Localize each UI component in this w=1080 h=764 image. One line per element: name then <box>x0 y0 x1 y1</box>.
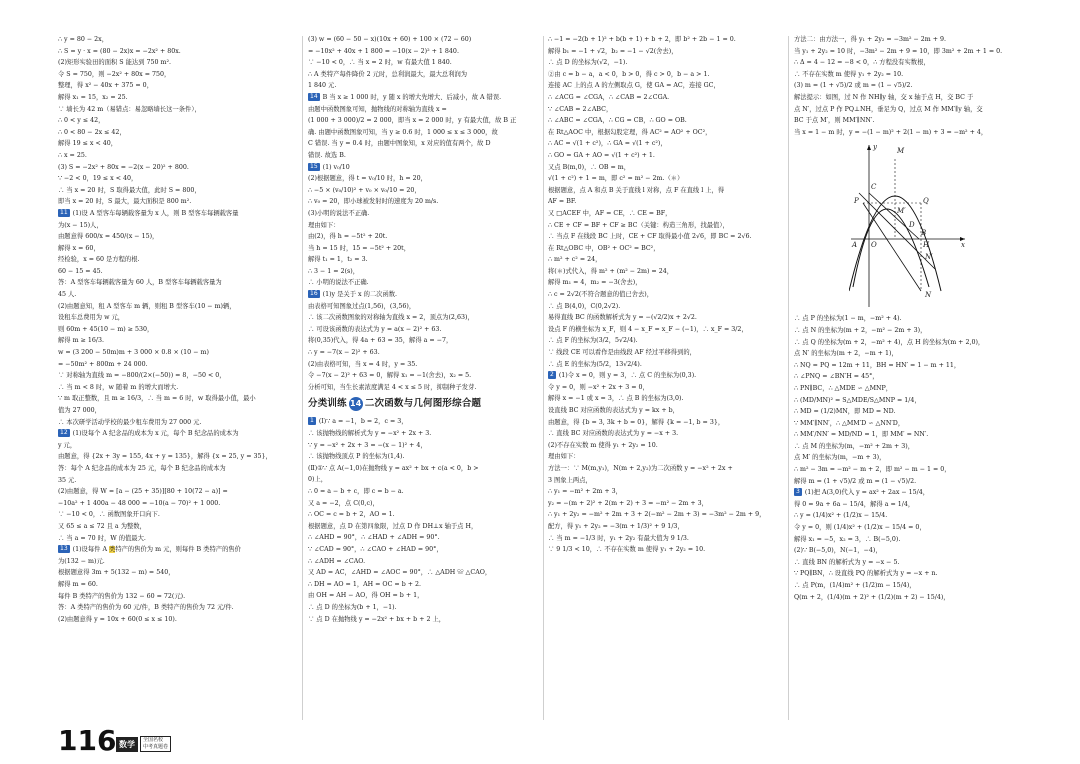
text-line: ∴ 点 D 的坐标为(b + 1，−1). <box>308 603 397 611</box>
axis-label-y: y <box>873 143 877 152</box>
text-line: 又 □ACEF 中，AF = CE，∴ CE = BF， <box>548 209 672 217</box>
question-badge: 14 <box>310 92 318 100</box>
text-line: Q(m + 2，(1/4)(m + 2)² + (1/2)(m + 2) − 15/4)， <box>794 593 950 601</box>
text-line: 由 OH = AH − AO，得 OH = b + 1， <box>308 592 424 600</box>
text-line: 由题中函数图象可知，抛物线的对称轴为直线 x = <box>308 105 447 113</box>
brand-subtitle: 全国名校 中考真题卷 <box>140 736 171 752</box>
text-line: ∴ DH = AO = 1，AH = OC = b + 2. <box>308 580 422 588</box>
text-line: 解得 t₁ = 1，t₂ = 3. <box>308 256 368 264</box>
point-label-D: D <box>909 221 915 230</box>
text-line: ∵ 墙长为 42 m（易错点：易忽略墙长这一条件）， <box>58 105 201 113</box>
text-line: ②由 c = b − a，a < 0，b > 0，得 c > 0，b − a > 1. <box>548 70 710 78</box>
text-line: 又点 B(m,0)，∴ OB = m， <box>548 163 631 171</box>
text-line: 解得 m ≥ 16/3. <box>58 337 104 345</box>
point-label-Q: Q <box>923 197 929 206</box>
text-line: 解得 b₁ = −1 + √2，b₂ = −1 − √2(舍去)， <box>548 47 678 55</box>
question-13-lines <box>58 556 296 626</box>
text-line: 方法二：由方法一，得 y₁ + 2y₂ = −3m² − 2m + 9. <box>794 36 947 43</box>
text-line: 易得直线 BC 的函数解析式为 y = −(√2/2)x + 2√2. <box>548 314 697 322</box>
text-line: 解得 x₁ = −5，x₂ = 3，∴ B(−5,0). <box>794 535 901 543</box>
question-1 <box>308 416 540 625</box>
text-line: ∴ 0 < y ≤ 42， <box>58 117 105 125</box>
text-line: ∴ 该抛物线顶点 P 的坐标为(1,4). <box>308 453 405 461</box>
text-line: (2)不存在实数 m 使得 y₁ + 2y₂ = 10. <box>548 441 658 449</box>
text-line: ∴ y = (1/4)x² + (1/2)x − 15/4. <box>794 512 888 520</box>
text-line: 则 60m + 45(10 − m) ≥ 530， <box>58 325 154 333</box>
text-line: √(1 + c²) + 1 = m，即 c² = m² − 2m.（＊） <box>548 175 684 183</box>
text-line: 解法提示：如图，过 N 作 NH∥y 轴，交 x 轴于点 H，交 BC 于 <box>794 93 974 101</box>
text-line: 方法一：∵ M(m,y₁)，N(m + 2,y₂)为二次函数 y = −x² + 2x + <box>548 464 733 472</box>
text-line: 1 840 元. <box>308 82 337 90</box>
text-line: ∵ MM′∥NN′，∴ △MM′D ∽ △NN′D， <box>794 419 905 427</box>
text-line: ∴ A 类特产每件降价 2 元时，总利润最大，最大总利润为 <box>308 70 468 78</box>
text-line: 点 N′ 的坐标为(m + 2，−m + 1)， <box>794 350 898 358</box>
text-line: 当 h = 15 时，15 = −5t² + 20t， <box>308 244 410 252</box>
text-line: 14 B 当 x ≥ 1 000 时，y 随 x 的增大先增大、后减小，故 A 错误. <box>310 92 502 101</box>
text-line: ∴ 当 x = 20 时，S 取得最大值，此时 S = 800， <box>58 186 201 194</box>
text-line: (2)矩形实验田的面积 S 能达到 750 m². <box>58 59 172 67</box>
text-line: ∵ y = −x² + 2x + 3 = −(x − 1)² + 4， <box>308 441 427 449</box>
point-label-N-prime: N′ <box>925 253 933 262</box>
text-line: ∴ 0 < 80 − 2x ≤ 42， <box>58 128 126 136</box>
text-line: = −10x² + 40x + 1 800 = −10(x − 2)² + 1 840. <box>308 47 459 55</box>
text-line: 由(2)，得 h = −5t² + 20t. <box>308 233 388 241</box>
text-line: (1 000 + 3 000)/2 = 2 000，即当 x = 2 000 时，y 有最大值，故 B 正 <box>308 117 517 125</box>
question-badge: 2 <box>550 371 554 379</box>
question-badge: 12 <box>60 429 68 437</box>
text-line: ∴ OC = c = b + 2，AO = 1. <box>308 511 395 519</box>
text-line: (2)∵ B(−5,0)，N(−1，−4)， <box>794 547 882 555</box>
point-label-C: C <box>871 183 877 192</box>
text-line: 0)上， <box>308 476 328 484</box>
text-line: 令 y = 0，则 −x² + 2x + 3 = 0， <box>548 383 649 391</box>
text-line: 分析可知，当生长素浓度满足 4 < x ≤ 5 时，抑制种子发芽. <box>308 383 477 391</box>
text-line: ∴ PN∥BC，∴ △MDE ∽ △MNP， <box>794 384 893 392</box>
text-line: 连接 AC 上的点 A 的左侧取点 G，使 GA = AC，连接 GC， <box>548 82 720 90</box>
text-line: 根据题意，点 A 和点 B 关于直线 l 对称，点 F 在直线 l 上，得 <box>548 186 725 194</box>
highlight-marker: 类 <box>109 546 116 554</box>
point-label-O: O <box>871 241 877 250</box>
text-line: ∵ 点 D 在抛物线 y = −2x² + bx + b + 2 上， <box>308 615 446 623</box>
text-line: (2)根据题意，得 t = v₀/10 时，h = 20， <box>308 175 427 183</box>
text-line: ∵ −2 < 0，19 ≤ x < 40， <box>58 175 138 183</box>
text-line: 点 N′，过点 P 作 PQ⊥NH，垂足为 Q，过点 M 作 MM′∥y 轴，交 <box>794 105 983 113</box>
text-line: (2)由题意得 y = 10x + 60(0 ≤ x ≤ 10). <box>58 615 177 623</box>
text-line: ∴ 当 a = 70 时，W 的值最大. <box>58 534 146 542</box>
text-line: 3 图象上两点， <box>548 476 592 484</box>
text-line: ∴ y₁ + 2y₂ = −m² + 2m + 3 + 2(−m² − 2m + 3) = −3m² − 2m + 9， <box>548 511 766 519</box>
text-line: ∴ y₁ = −m² + 2m + 3， <box>548 488 622 496</box>
text-line: 16 (1)y 是关于 x 的二次函数. <box>310 290 398 299</box>
text-line: ∴ 直线 BC 对应函数的表达式为 y = −x + 3. <box>548 430 679 438</box>
text-line: ∴ AC = √(1 + c²)，∴ GA = √(1 + c²)， <box>548 140 667 148</box>
text-line: ∴ m² − 3m = −m² − m + 2，即 m² − m − 1 = 0， <box>794 466 951 474</box>
text-line: 根据题意得 3m + 5(132 − m) = 540， <box>58 569 175 577</box>
question-badge: 11 <box>60 208 68 216</box>
text-line: ∵ 9 1/3 < 10，∴ 不存在实数 m 使得 y₁ + 2y₂ = 10. <box>548 546 706 554</box>
text-line: 解得 m = 60. <box>58 580 98 588</box>
text-line: ∴ 当 m = −1/3 时，y₁ + 2y₂ 有最大值为 9 1/3. <box>548 534 689 542</box>
text-line: 在 Rt△OBC 中，OB² + OC² = BC²， <box>548 244 660 252</box>
column-3 <box>548 34 783 726</box>
text-line: 当 y₁ + 2y₂ = 10 时，−3m² − 2m + 9 = 10，即 3m² + 2m + 1 = 0. <box>794 47 1003 55</box>
text-line: ∴ 当 m < 8 时，w 随着 m 的增大而增大. <box>58 383 179 391</box>
text-line: C 错误. 当 y = 0.4 时，由题中图象知，x 对应的值有两个，故 D <box>308 140 491 148</box>
col4-lines-b <box>794 313 1036 487</box>
text-line: 令 −7(x − 2)² + 63 = 0，解得 x₁ = −1(舍去)，x₂ = 5. <box>308 372 472 380</box>
col2-lines <box>308 34 540 92</box>
question-16 <box>308 289 540 393</box>
question-2 <box>548 370 783 556</box>
text-line: ∴ 直线 BN 的解析式为 y = −x − 5. <box>794 558 900 566</box>
text-line: 点 M′ 的坐标为(m，−m + 3)， <box>794 454 886 462</box>
text-line: 即当 x = 20 时，S 最大，最大面积是 800 m². <box>58 198 192 206</box>
text-line: ∴ ∠PNQ = ∠BN′H = 45°， <box>794 373 879 381</box>
question-12 <box>58 428 296 544</box>
point-label-N: N <box>925 291 932 300</box>
text-line: 令 S = 750，则 −2x² + 80x = 750， <box>58 70 171 78</box>
text-line: 当 x = 1 − m 时，y = −(1 − m)² + 2(1 − m) + 3 = −m² + 4， <box>794 128 988 136</box>
text-line: 答：每个 A 纪念品的成本为 25 元，每个 B 纪念品的成本为 <box>58 464 226 472</box>
column-divider <box>543 36 544 720</box>
text-line: ∴ 本次研学活动学校的最少租车费用为 27 000 元. <box>58 418 202 426</box>
text-line: 解得 19 ≤ x < 40， <box>58 140 118 148</box>
question-badge: 15 <box>310 162 318 170</box>
text-line: 令 y = 0，则 (1/4)x² + (1/2)x − 15/4 = 0， <box>794 524 926 532</box>
text-line: ∴ 该二次函数图象的对称轴为直线 x = 2，顶点为(2,63)， <box>308 314 474 322</box>
section-number: 14 <box>349 397 363 411</box>
text-line: ∴ 点 F 的坐标为(3/2，5√2/4). <box>548 337 638 345</box>
page-number: 116 <box>58 724 117 757</box>
text-line: 理由如下： <box>308 221 340 229</box>
text-line: ∴ c = 2√2(不符合题意的值已舍去)， <box>548 291 654 299</box>
text-line: 每件 B 类特产的售价为 132 − 60 = 72(元). <box>58 592 186 600</box>
text-line: ∴ 0 = a − b + c，即 c = b − a. <box>308 487 404 495</box>
text-line: ∴ 3 − 1 = 2(s)， <box>308 267 360 275</box>
text-line: (3) w = (60 − 50 − x)(10x + 60) + 100 × (72 − 60) <box>308 36 472 43</box>
column-2 <box>308 34 540 726</box>
text-line: (2)由题意知，租 A 型客车 m 辆，则租 B 型客车(10 − m)辆， <box>58 302 236 310</box>
text-line: 配方，得 y₁ + 2y₂ = −3(m + 1/3)² + 9 1/3， <box>548 522 684 530</box>
text-line: 设点 F 的横坐标为 x_F，则 4 − x_F = x_F − (−1)，∴ x_F = 3/2， <box>548 325 748 333</box>
text-line: (2)由表格可知，当 x = 4 时，y = 35. <box>308 360 418 368</box>
text-line: 值为 27 000， <box>58 407 101 414</box>
text-line: (Ⅱ)①∵ 点 A(−1,0)在抛物线 y = ax² + bx + c(a < 0，b > <box>308 464 479 472</box>
text-line: 设租车总费用为 w 元， <box>58 314 125 322</box>
text-line: 将(＊)式代入，得 m² + (m² − 2m) = 24， <box>548 267 674 275</box>
text-line: 又 65 ≤ a ≤ 72 且 a 为整数， <box>58 522 146 530</box>
question-badge: 13 <box>60 545 68 553</box>
column-1 <box>58 34 296 726</box>
text-line: ∴ ∠ABC = ∠CGA，∴ CG = CB，∴ GO = OB. <box>548 117 687 125</box>
text-line: BC 于点 M′，则 MM′∥NN′. <box>794 117 875 125</box>
text-line: y₂ = −(m + 2)² + 2(m + 2) + 3 = −m² − 2m + 3， <box>548 499 708 507</box>
text-line: ∵ 线段 CE 可以看作是由线段 AF 经过平移得到的， <box>548 349 696 357</box>
text-line: 35 元. <box>58 476 77 484</box>
brand-logo-box: 数学 <box>116 737 138 752</box>
question-badge: 3 <box>796 488 800 496</box>
text-line: 将(0,35)代入，得 4a + 63 = 35，解得 a = −7， <box>308 337 453 345</box>
text-line: 15 (1) v₀/10 <box>310 162 350 171</box>
text-line: ∴ 小明的说法不正确. <box>308 279 369 287</box>
text-line: 又 a = −2，点 C(0,c)， <box>308 499 379 507</box>
text-line: ∴ m² + c² = 24， <box>548 256 602 264</box>
text-line: 在 Rt△AOC 中，根据勾股定理，得 AC² = AO² + OC²， <box>548 128 712 136</box>
question-badge: 1 <box>310 417 314 425</box>
text-line: (3) m = (1 + √5)/2 或 m = (1 − √5)/2. <box>794 82 913 90</box>
text-line: ∴ S = y · x = (80 − 2x)x = −2x² + 80x. <box>58 47 181 55</box>
col3-lines <box>548 34 783 370</box>
col4-lines <box>794 34 1036 138</box>
text-line: ∴ y = 80 − 2x， <box>58 36 108 43</box>
text-line: ∴ 可设该函数的表达式为 y = a(x − 2)² + 63. <box>308 325 442 333</box>
col1-lines <box>58 34 296 208</box>
text-line: ∴ 点 Q 的坐标为(m + 2，−m² + 4)，点 H 的坐标为(m + 2,0)， <box>794 338 985 346</box>
text-line: ∴ ∠ADH = ∠CAO. <box>308 557 366 565</box>
question-11 <box>58 208 296 428</box>
text-line: 45 人. <box>58 291 77 299</box>
text-line: ∴ 不存在实数 m 使得 y₁ + 2y₂ = 10. <box>794 70 904 78</box>
point-label-M: M <box>897 147 905 156</box>
text-line: 得 0 = 9a + 6a − 15/4，解得 a = 1/4， <box>794 500 915 508</box>
text-line: −10a² + 1 400a − 48 000 = −10(a − 70)² + 1 000. <box>58 499 221 507</box>
text-line: ∴ 点 M 的坐标为(m，−m² + 2m + 3)， <box>794 442 915 450</box>
column-divider <box>788 36 789 720</box>
text-line: 解得 m = (1 + √5)/2 或 m = (1 − √5)/2. <box>794 477 917 485</box>
text-line: 设直线 BC 对应函数的表达式为 y = kx + b， <box>548 407 679 414</box>
text-line: ∴ ∠ACG = ∠CGA，∴ ∠CAB = 2∠CGA. <box>548 93 670 101</box>
text-line: 由题意得 600/x = 450/(x − 15)， <box>58 233 159 241</box>
text-line: ∴ NQ = PQ = 12m + 11，BH = HN′ = 1 − m + 11， <box>794 361 961 369</box>
text-line: ∴ −5 × (v₀/10)² + v₀ × v₀/10 = 20， <box>308 186 421 194</box>
text-line: 为(x − 15)人， <box>58 221 103 229</box>
text-line: 由题意，得 {b = 3, 3k + b = 0}，解得 {k = −1, b = 3}， <box>548 418 725 426</box>
parabola-figure <box>849 141 969 309</box>
text-line: 3 (1)把 A(3,0)代入 y = ax² + 2ax − 15/4， <box>796 488 930 497</box>
point-label-P: P <box>854 197 859 206</box>
text-line: ∵ ∠CAD = 90°，∴ ∠CAO + ∠HAD = 90°， <box>308 545 443 553</box>
text-line: 解得 x = 60， <box>58 244 100 252</box>
question-badge: 16 <box>310 290 318 298</box>
text-line: ∴ MD = (1/2)MN，即 MD = ND. <box>794 408 896 416</box>
text-line: ∴ 点 E 的坐标为(5/2，13√2/4). <box>548 360 642 368</box>
text-line: ∵ m 取正整数，且 m ≥ 16/3，∴ 当 m = 6 时，w 取得最小值，最小 <box>58 395 256 403</box>
text-line: 由题意，得 {2x + 3y = 155, 4x + y = 135}，解得 {x = 25, y = 35}， <box>58 453 272 461</box>
text-line: 2 (1)令 x = 0，则 y = 3，∴ 点 C 的坐标为(0,3). <box>550 371 697 380</box>
text-line: ∴ −1 = −2(b + 1)² + b(b + 1) + b + 2，即 b² + 2b − 1 = 0. <box>548 36 736 43</box>
text-line: 60 − 15 = 45. <box>58 267 103 275</box>
text-line: ∴ v₀ = 20，即小球被发射时的速度为 20 m/s. <box>308 198 439 206</box>
text-line: ∴ 该抛物线的解析式为 y = −x² + 2x + 3. <box>308 430 432 437</box>
point-label-B: B <box>921 229 927 238</box>
column-divider <box>302 36 303 720</box>
text-line: 根据题意，点 D 在第四象限，过点 D 作 DH⊥x 轴于点 H， <box>308 522 478 530</box>
point-label-H: H <box>923 241 930 250</box>
text-line: 1 (Ⅰ)∵ a = −1，b = 2，c = 3， <box>310 417 408 426</box>
text-line: ∴ 点 P(m，(1/4)m² + (1/2)m − 15/4)， <box>794 582 916 589</box>
brand-logo <box>116 736 171 752</box>
text-line: ∵ −10 < 0，∴ 函数图象开口向下. <box>58 511 160 519</box>
question-15 <box>308 162 540 290</box>
text-line: (2)由题意，得 W = [a − (25 + 35)][80 + 10(72 − a)] = <box>58 488 228 496</box>
text-line: ∴ 点 N 的坐标为(m + 2，−m² − 2m + 3)， <box>794 326 927 334</box>
text-line: 为(132 − m)元. <box>58 557 105 565</box>
text-line: ∵ 对称轴为直线 m = −800/(2×(−50)) = 8，−50 < 0， <box>58 372 226 380</box>
text-line: ∴ 点 B(4,0)，C(0,2√2). <box>548 302 621 310</box>
section-title: 分类训练 14 二次函数与几何图形综合题 <box>308 398 482 410</box>
text-line: ∴ 当点 F 在线段 BC 上时，CE + CF 取得最小值 2√6，即 BC = 2√6. <box>548 233 752 241</box>
question-14 <box>308 92 540 162</box>
text-line: AF = BF. <box>548 198 577 206</box>
text-line: ∴ x = 25. <box>58 151 87 159</box>
text-line: ∵ PQ∥BN，∴ 设直线 PQ 的解析式为 y = −x + n. <box>794 570 938 578</box>
text-line: 解得 m₁ = 4，m₂ = −3(舍去)， <box>548 279 642 287</box>
question-3 <box>794 487 1036 603</box>
text-line: 11 (1)设 A 型客车每辆载客量为 x 人，则 B 型客车每辆载客量 <box>60 208 239 217</box>
text-line: ∴ y = −7(x − 2)² + 63. <box>308 349 380 357</box>
point-label-A: A <box>852 241 858 250</box>
text-line: y 元， <box>58 441 77 449</box>
text-line: 解得 x₁ = 15，x₂ = 25. <box>58 93 128 101</box>
text-line: 理由如下： <box>548 453 580 461</box>
text-line: 又 AD = AC，∠AHD = ∠AOC = 90°，∴ △ADH ≌ △CAO， <box>308 569 492 577</box>
text-line: ∴ 点 P 的坐标为(1 − m，−m² + 4). <box>794 315 902 323</box>
text-line: 答：A 类特产的售价为 60 元/件，B 类特产的售价为 72 元/件. <box>58 604 234 612</box>
text-line: (3) S = −2x² + 80x = −2(x − 20)² + 800. <box>58 163 189 171</box>
text-line: ∴ GO = GA + AO = √(1 + c²) + 1. <box>548 151 655 159</box>
text-line: w = (3 200 − 50m)m + 3 000 × 0.8 × (10 − m) <box>58 349 209 357</box>
text-line: 整理，得 x² − 40x + 375 = 0， <box>58 82 153 90</box>
text-line: ∴ ∠AHD = 90°，∴ ∠HAD + ∠ADH = 90°. <box>308 534 440 542</box>
text-line: 确. 由题中函数图象可知，当 y ≥ 0.6 时，1 000 ≤ x ≤ 3 000，故 <box>308 128 498 136</box>
text-line: ∴ 点 D 的坐标为(√2，−1). <box>548 59 628 67</box>
text-line: ∵ ∠CAB = 2∠ABC， <box>548 105 613 113</box>
text-line: 解得 x = −1 或 x = 3，∴ 点 B 的坐标为(3,0). <box>548 395 684 403</box>
point-label-M-prime: M′ <box>897 207 906 216</box>
text-line: 错误. 故选 B. <box>308 151 346 159</box>
text-line: 经检验，x = 60 是方程的根. <box>58 256 140 264</box>
axis-label-x: x <box>961 241 965 250</box>
text-line: 由表格可知图象过点(1,56)，(3,56)， <box>308 302 416 310</box>
text-line: ∴ MM′/NN′ = MD/ND = 1，即 MM′ = NN′. <box>794 431 929 439</box>
text-line: 12 (1)设每个 A 纪念品的成本为 x 元，每个 B 纪念品的成本为 <box>60 429 239 438</box>
text-line: (3)小明的说法不正确. <box>308 209 370 217</box>
text-line: ∴ (MD/MN)² = S△MDE/S△MNP = 1/4， <box>794 396 921 404</box>
text-line: 答：A 型客车每辆载客量为 60 人，B 型客车每辆载客量为 <box>58 279 222 287</box>
column-4 <box>794 34 1036 726</box>
question-13: 13 (1)设每件 A 类特产的售价为 m 元，则每件 B 类特产的售价 <box>60 545 241 554</box>
text-line: = −50m² + 800m + 24 000. <box>58 360 148 368</box>
text-line: ∵ −10 < 0，∴ 当 x = 2 时，w 有最大值 1 840. <box>308 59 452 67</box>
text-line: ∴ Δ = 4 − 12 = −8 < 0，∴ 方程没有实数根， <box>794 59 930 67</box>
text-line: ∴ CE + CF = BF + CF ≥ BC（关键：构造三角形，找最值）， <box>548 221 729 229</box>
